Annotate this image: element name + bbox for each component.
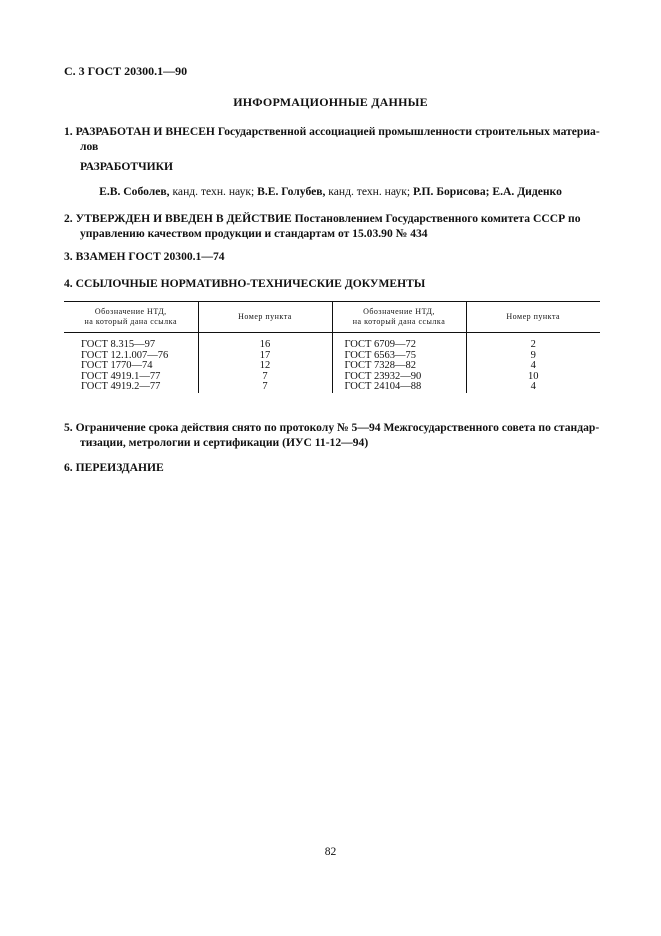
references-table [64,301,600,393]
table-header-row [64,302,600,333]
doc-code: ГОСТ 12.1.007—76 [81,349,169,361]
doc-code: ГОСТ 1770—74 [81,360,153,371]
point-number: 17 [198,351,332,362]
item-number: 2. [64,212,73,225]
item-validity [64,420,602,450]
header-doc-line: Обозначение НТД, [363,307,435,316]
author-degree: канд. техн. наук; [325,185,413,198]
author-degree: канд. техн. наук; [169,185,258,198]
authors-line [0,185,661,198]
section-title: ИНФОРМАЦИОННЫЕ ДАННЫЕ [233,95,428,109]
header-point-1: Номер пункта [198,302,332,333]
point-number: 4 [466,361,600,372]
doc-code: ГОСТ 4919.2—77 [81,381,161,392]
point-number: 10 [466,372,600,383]
item-text-continued: тизации, метрологии и сертификации (ИУС 11-12—94) [80,436,369,449]
point-number: 7 [198,382,332,393]
point-number: 7 [198,372,332,383]
item-number: 3. [64,250,73,263]
doc-code: ГОСТ 7328—82 [332,361,466,372]
point-number: 16 [198,333,332,351]
item-number: 6. [64,461,73,474]
header-doc-1 [64,302,198,333]
item-text-continued: лов [80,140,99,153]
doc-code: ГОСТ 6563—75 [332,351,466,362]
item-text: ПЕРЕИЗДАНИЕ [75,461,164,474]
author-name: Е.В. Соболев, [99,185,170,198]
item-text: Ограничение срока действия снято по протоколу № 5—94 Межгосударственного совета по стандар- [75,421,600,434]
doc-code: ГОСТ 4919.1—77 [81,370,161,382]
developers-label: РАЗРАБОТЧИКИ [80,160,174,173]
doc-code: ГОСТ 8.315—97 [81,339,156,350]
item-text-continued: управлению качеством продукции и стандартам от 15.03.90 № 434 [80,227,428,240]
item-reissue [64,460,602,475]
header-point-2: Номер пункта [466,302,600,333]
doc-code: ГОСТ 24104—88 [332,382,466,393]
item-text: ССЫЛОЧНЫЕ НОРМАТИВНО-ТЕХНИЧЕСКИЕ ДОКУМЕНТЫ [75,277,426,290]
point-number: 4 [466,382,600,393]
header-doc-line: Обозначение НТД, [94,307,167,316]
header-doc-line: на который дана ссылка [352,317,446,326]
item-number: 1. [64,125,73,138]
item-text: УТВЕРЖДЕН И ВВЕДЕН В ДЕЙСТВИЕ Постановлением Государственного комитета СССР по [75,212,581,225]
item-developed [64,124,602,154]
page-number: 82 [324,845,337,858]
item-text: РАЗРАБОТАН И ВНЕСЕН Государственной ассоциацией промышленности строительных материа- [75,125,600,138]
doc-code: ГОСТ 23932—90 [332,372,466,383]
table-row [64,333,600,351]
header-doc-2 [332,302,466,333]
table-row [64,382,600,393]
author-name: Р.П. Борисова; Е.А. Диденко [412,185,562,198]
header-doc-line: на который дана ссылка [84,317,177,326]
author-name: В.Е. Голубев, [257,185,326,198]
item-number: 4. [64,277,73,290]
item-replaces [64,249,602,264]
point-number: 9 [466,351,600,362]
item-number: 5. [64,421,73,434]
item-text: ВЗАМЕН ГОСТ 20300.1—74 [75,250,225,263]
table-row [64,361,600,372]
doc-code: ГОСТ 6709—72 [332,333,466,351]
item-approved [64,211,602,241]
page-header: С. 3 ГОСТ 20300.1—90 [64,64,188,78]
item-references [64,276,602,291]
point-number: 12 [198,361,332,372]
point-number: 2 [466,333,600,351]
